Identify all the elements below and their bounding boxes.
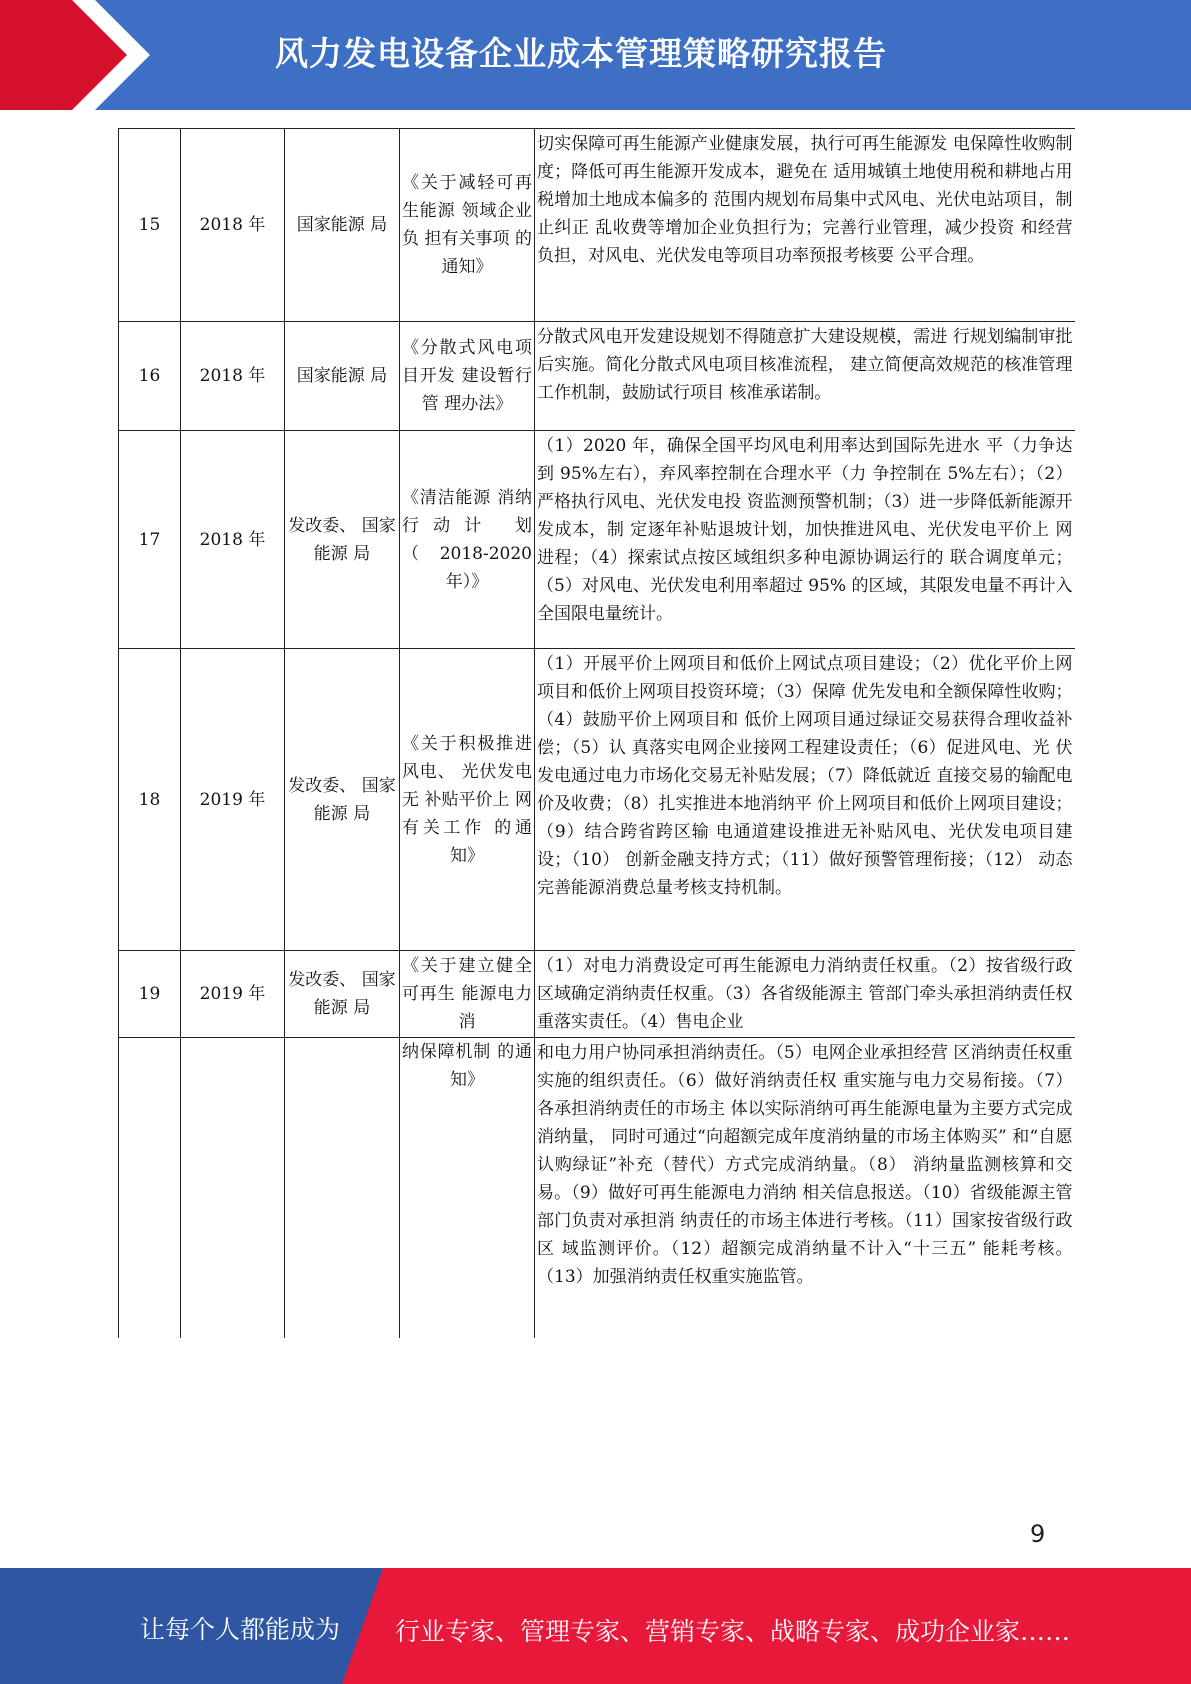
policy-table <box>118 128 1075 1338</box>
row-document-title: 纳保障机制 的通知》 <box>400 1038 535 1338</box>
report-title: 风力发电设备企业成本管理策略研究报告 <box>275 34 887 73</box>
page-header <box>0 0 1191 110</box>
row-content: （1）2020 年，确保全国平均风电利用率达到国际先进水 平（力争达到 95%左右），弃风率控制在合理水平（力 争控制在 5%左右）；（2）严格执行风电、光伏发电投 资监测预警机制；（3）进一步降低新能源开发成本，制 定逐年补贴退坡计划，加快推进风电、光伏发电平价上 网进程；（4）探索试点按区域组织多种电源协调运行的 联合调度单元；（5）对风电、光伏发电利用率超过 95% 的区域，其限发电量不再计入全国限电量统计。 <box>535 431 1075 649</box>
row-number: 15 <box>119 129 181 322</box>
row-department: 发改委、 国家能源 局 <box>285 431 400 649</box>
row-content: （1）对电力消费设定可再生能源电力消纳责任权重。（2）按省级行政区域确定消纳责任权重。（3）各省级能源主 管部门牵头承担消纳责任权重落实责任。（4）售电企业 <box>535 951 1075 1038</box>
row-number: 16 <box>119 322 181 431</box>
row-department: 发改委、 国家能源 局 <box>285 951 400 1038</box>
row-document-title: 《清洁能源 消纳行动计 划（2018-2020 年）》 <box>400 431 535 649</box>
table-row <box>119 649 1075 951</box>
row-year <box>181 1038 285 1338</box>
row-content: 和电力用户协同承担消纳责任。（5）电网企业承担经营 区消纳责任权重实施的组织责任。（6）做好消纳责任权 重实施与电力交易衔接。（7）各承担消纳责任的市场主 体以实际消纳可再生能源电量为主要方式完成消纳量， 同时可通过“向超额完成年度消纳量的市场主体购买” 和“自愿认购绿证”补充（替代）方式完成消纳量。（8） 消纳量监测核算和交易。（9）做好可再生能源电力消纳 相关信息报送。（10）省级能源主管部门负责对承担消 纳责任的市场主体进行考核。（11）国家按省级行政区 域监测评价。（12）超额完成消纳量不计入“十三五” 能耗考核。（13）加强消纳责任权重实施监管。 <box>535 1038 1075 1338</box>
row-department: 国家能源 局 <box>285 322 400 431</box>
table-row-continuation <box>119 1038 1075 1338</box>
table-row <box>119 951 1075 1038</box>
table-row <box>119 322 1075 431</box>
page-number: 9 <box>1030 1520 1046 1548</box>
row-number: 17 <box>119 431 181 649</box>
row-department: 发改委、 国家能源 局 <box>285 649 400 951</box>
row-year: 2019 年 <box>181 951 285 1038</box>
row-document-title: 《关于建立健全可再生 能源电力消 <box>400 951 535 1038</box>
footer-slogan-right: 行业专家、管理专家、营销专家、战略专家、成功企业家…… <box>395 1617 1071 1646</box>
page-footer <box>0 1568 1191 1684</box>
row-content: 切实保障可再生能源产业健康发展，执行可再生能源发 电保障性收购制度；降低可再生能源开发成本，避免在 适用城镇土地使用税和耕地占用税增加土地成本偏多的 范围内规划布局集中式风电、光伏电站项目，制止纠正 乱收费等增加企业负担行为；完善行业管理，减少投资 和经营负担，对风电、光伏发电等项目功率预报考核要 公平合理。 <box>535 129 1075 322</box>
row-document-title: 《分散式风电项目开发 建设暂行管 理办法》 <box>400 322 535 431</box>
row-year: 2018 年 <box>181 431 285 649</box>
table-row <box>119 129 1075 322</box>
row-content: 分散式风电开发建设规划不得随意扩大建设规模，需进 行规划编制审批后实施。简化分散式风电项目核准流程， 建立简便高效规范的核准管理工作机制，鼓励试行项目 核准承诺制。 <box>535 322 1075 431</box>
row-year: 2018 年 <box>181 322 285 431</box>
row-document-title: 《关于减轻可再生能源 领域企业负 担有关事项 的通知》 <box>400 129 535 322</box>
row-document-title: 《关于积极推进风电、 光伏发电无 补贴平价上 网有关工作 的通知》 <box>400 649 535 951</box>
table-row <box>119 431 1075 649</box>
row-department <box>285 1038 400 1338</box>
row-content: （1）开展平价上网项目和低价上网试点项目建设；（2）优化平价上网项目和低价上网项目投资环境；（3）保障 优先发电和全额保障性收购；（4）鼓励平价上网项目和 低价上网项目通过绿证交易获得合理收益补偿；（5）认 真落实电网企业接网工程建设责任；（6）促进风电、光 伏发电通过电力市场化交易无补贴发展；（7）降低就近 直接交易的输配电价及收费；（8）扎实推进本地消纳平 价上网项目和低价上网项目建设；（9）结合跨省跨区输 电通道建设推进无补贴风电、光伏发电项目建设；（10） 创新金融支持方式；（11）做好预警管理衔接；（12） 动态完善能源消费总量考核支持机制。 <box>535 649 1075 951</box>
row-department: 国家能源 局 <box>285 129 400 322</box>
row-number <box>119 1038 181 1338</box>
row-number: 19 <box>119 951 181 1038</box>
row-year: 2019 年 <box>181 649 285 951</box>
row-number: 18 <box>119 649 181 951</box>
row-year: 2018 年 <box>181 129 285 322</box>
footer-slogan-left: 让每个人都能成为 <box>140 1615 341 1644</box>
